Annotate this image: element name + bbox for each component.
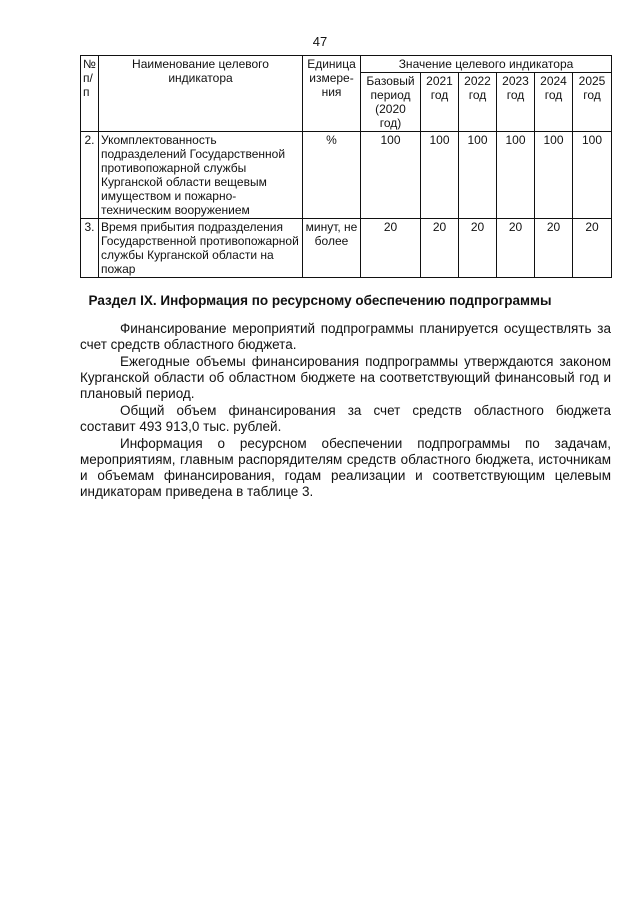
header-name: Наименование целевого индикатора: [99, 56, 303, 132]
row-value: 100: [535, 132, 573, 219]
header-value-group: Значение целевого индикатора: [361, 56, 612, 73]
paragraph: Финансирование мероприятий подпрограммы планируется осуществлять за счет средств областного бюджета.: [80, 321, 611, 352]
row-value: 100: [497, 132, 535, 219]
row-num: 2.: [81, 132, 99, 219]
table-header-row: [81, 56, 612, 73]
header-col-base: Базовый период (2020 год): [361, 73, 421, 132]
table-row: [81, 219, 612, 278]
row-unit: минут, не более: [303, 219, 361, 278]
paragraph: Общий объем финансирования за счет средств областного бюджета составит 493 913,0 тыс. рублей.: [80, 403, 611, 434]
header-col-2025: 2025 год: [573, 73, 612, 132]
header-col-2022: 2022 год: [459, 73, 497, 132]
body-text: [80, 321, 611, 501]
paragraph: Ежегодные объемы финансирования подпрограммы утверждаются законом Курганской области об областном бюджете на соответствующий финансовый год и плановый период.: [80, 354, 611, 401]
row-value: 100: [573, 132, 612, 219]
paragraph: Информация о ресурсном обеспечении подпрограммы по задачам, мероприятиям, главным распорядителям средств областного бюджета, источникам и объемам финансирования, годам реализации и соответствующим целевым индикаторам приведена в таблице 3.: [80, 436, 611, 499]
row-value: 100: [459, 132, 497, 219]
row-value: 20: [535, 219, 573, 278]
header-col-2021: 2021 год: [421, 73, 459, 132]
page-number: 47: [312, 34, 328, 49]
row-value: 100: [361, 132, 421, 219]
row-unit: %: [303, 132, 361, 219]
section-title: Раздел IX. Информация по ресурсному обеспечению подпрограммы: [88, 293, 552, 308]
row-value: 20: [421, 219, 459, 278]
row-value: 20: [573, 219, 612, 278]
row-num: 3.: [81, 219, 99, 278]
header-col-2024: 2024 год: [535, 73, 573, 132]
row-value: 20: [459, 219, 497, 278]
indicators-table: [80, 55, 612, 278]
row-name: Время прибытия подразделения Государственной противопожарной службы Курганской области на пожар: [99, 219, 303, 278]
header-unit: Единица измере-ния: [303, 56, 361, 132]
header-col-2023: 2023 год: [497, 73, 535, 132]
header-num: № п/п: [81, 56, 99, 132]
row-value: 20: [361, 219, 421, 278]
row-value: 20: [497, 219, 535, 278]
row-value: 100: [421, 132, 459, 219]
row-name: Укомплектованность подразделений Государственной противопожарной службы Курганской области вещевым имуществом и пожарно-техническим вооружением: [99, 132, 303, 219]
table-row: [81, 132, 612, 219]
